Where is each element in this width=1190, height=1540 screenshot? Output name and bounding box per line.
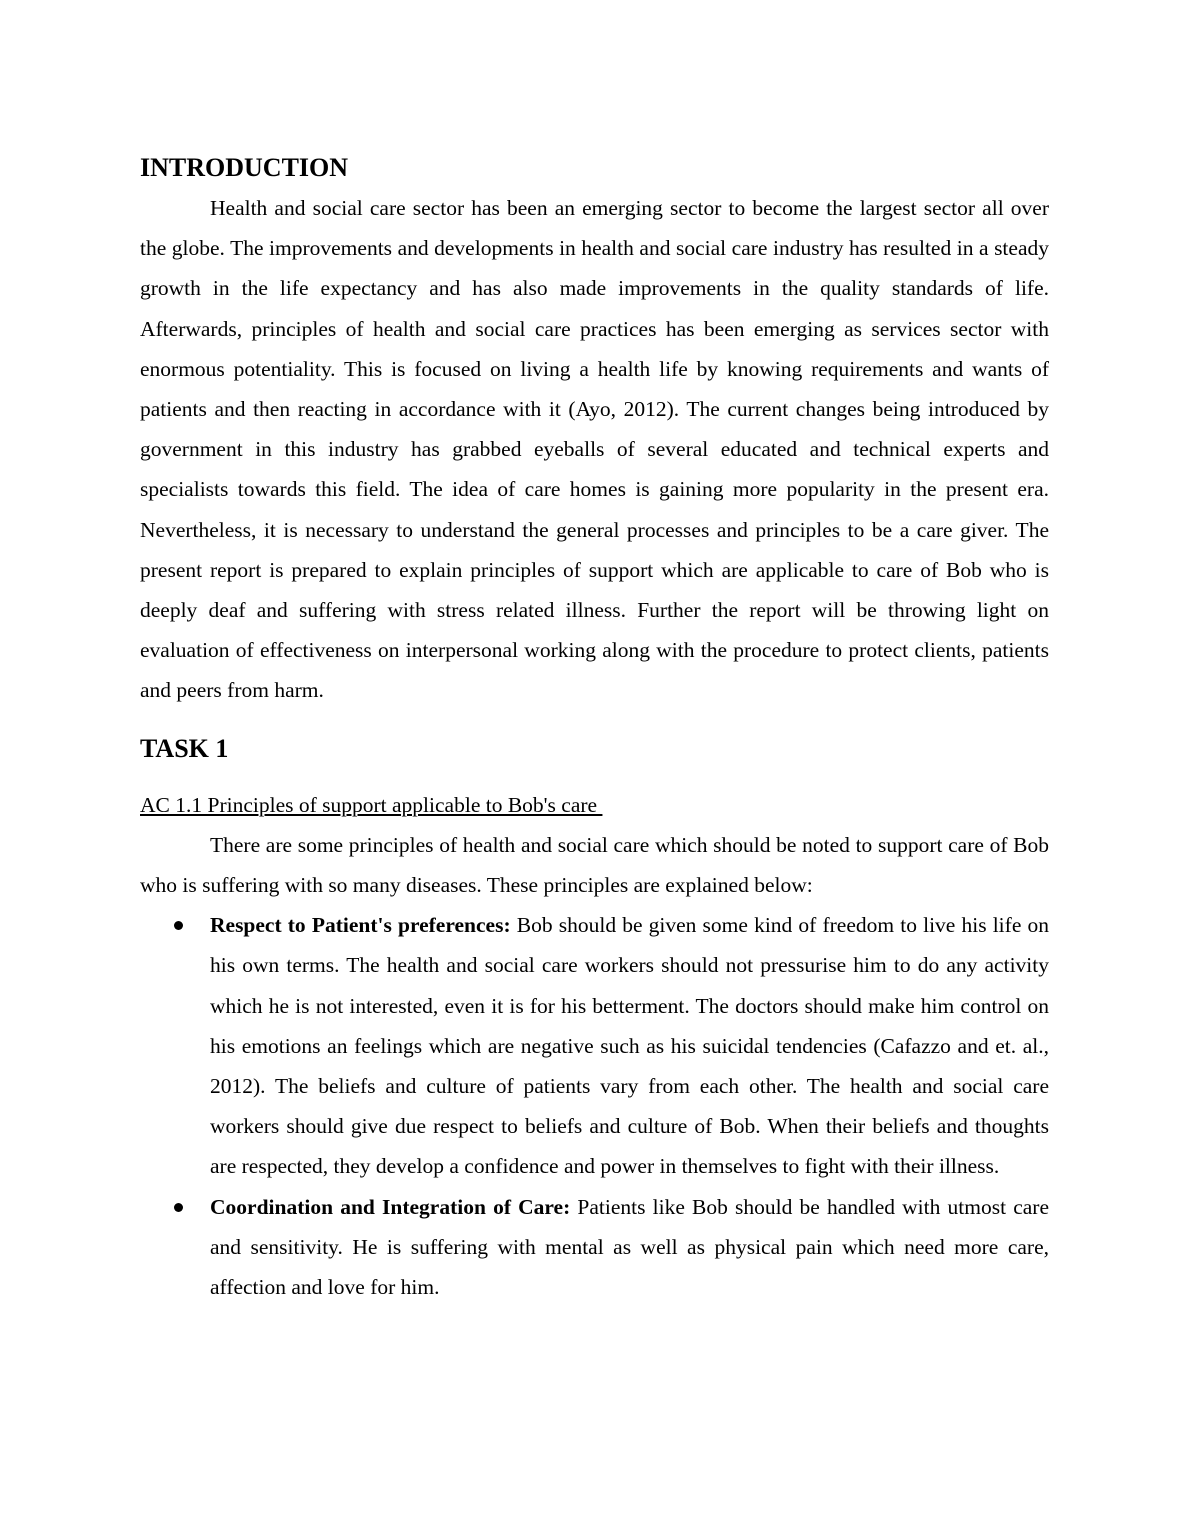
bullet-icon	[174, 1203, 183, 1212]
task1-intro-paragraph: There are some principles of health and social care which should be noted to support care of Bob who is suffering with so many diseases. These principles are explained below:	[140, 832, 1049, 898]
list-item	[140, 905, 1049, 1186]
principle-text: Patients like Bob should be handled with utmost care and sensitivity. He is suffering with mental as well as physical pain which need more care, affection and love for him.	[210, 1194, 1049, 1300]
ac-1-1-subheading: AC 1.1 Principles of support applicable to Bob's care	[140, 792, 603, 817]
list-item	[140, 1187, 1049, 1308]
introduction-paragraph: Health and social care sector has been an emerging sector to become the largest sector all over the globe. The improvements and developments in health and social care industry has resulted in a steady growth in the life expectancy and has also made improvements in the quality standards of life. Afterwards, principles of health and social care practices has been emerging as services sector with enormous potentiality. This is focused on living a health life by knowing requirements and wants of patients and then reacting in accordance with it (Ayo, 2012). The current changes being introduced by government in this industry has grabbed eyeballs of several educated and technical experts and specialists towards this field. The idea of care homes is gaining more popularity in the present era. Nevertheless, it is necessary to understand the general processes and principles to be a care giver. The present report is prepared to explain principles of support which are applicable to care of Bob who is deeply deaf and suffering with stress related illness. Further the report will be throwing light on evaluation of effectiveness on interpersonal working along with the procedure to protect clients, patients and peers from harm.	[140, 196, 1049, 703]
document-page	[140, 148, 1049, 1307]
principles-list	[140, 905, 1049, 1307]
task1-heading: TASK 1	[140, 733, 229, 763]
bullet-icon	[174, 921, 183, 930]
principle-text: Bob should be given some kind of freedom to live his life on his own terms. The health and social care workers should not pressurise him to do any activity which he is not interested, even it is for his betterment. The doctors should make him control on his emotions an feelings which are negative such as his suicidal tendencies (Cafazzo and et. al., 2012). The beliefs and culture of patients vary from each other. The health and social care workers should give due respect to beliefs and culture of Bob. When their beliefs and thoughts are respected, they develop a confidence and power in themselves to fight with their illness.	[210, 913, 1049, 1179]
introduction-heading: INTRODUCTION	[140, 153, 349, 182]
principle-title: Coordination and Integration of Care:	[210, 1194, 571, 1219]
principle-title: Respect to Patient's preferences:	[210, 913, 511, 938]
